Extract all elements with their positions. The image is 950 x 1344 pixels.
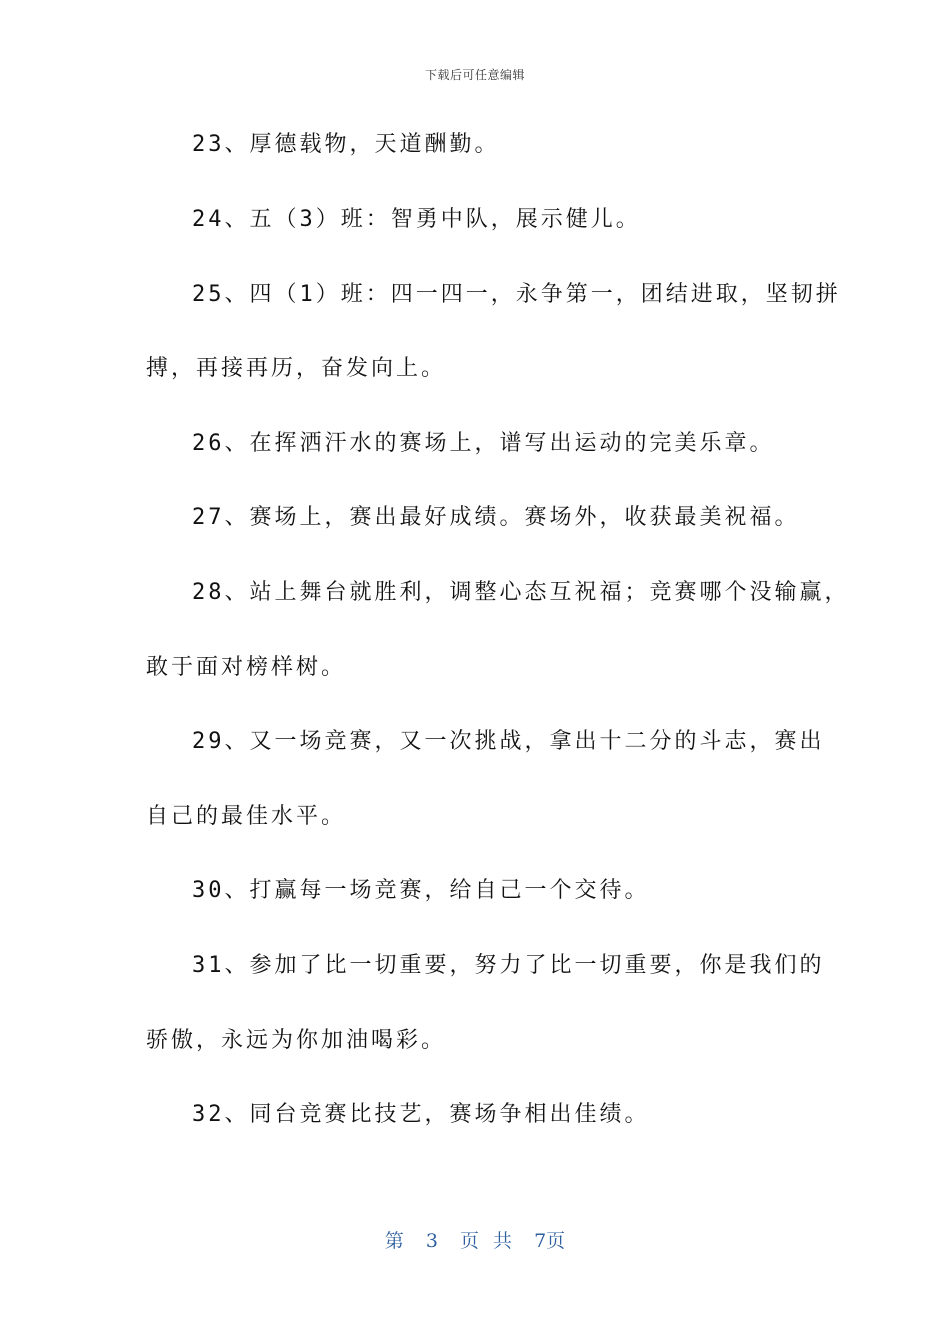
text-line: 28、站上舞台就胜利，调整心态互祝福；竞赛哪个没输赢， [192, 580, 850, 605]
text-line: 23、厚德载物，天道酬勤。 [192, 132, 500, 157]
text-line: 搏，再接再历，奋发向上。 [146, 356, 447, 381]
text-line: 31、参加了比一切重要，努力了比一切重要，你是我们的 [192, 953, 825, 978]
text-line: 32、同台竞赛比技艺，赛场争相出佳绩。 [192, 1102, 650, 1127]
page-number-total: 7页 [534, 1230, 566, 1252]
page-header-note: 下载后可任意编辑 [424, 68, 525, 82]
text-line: 30、打赢每一场竞赛，给自己一个交待。 [192, 878, 650, 903]
text-line: 29、又一场竞赛，又一次挑战，拿出十二分的斗志，赛出 [192, 729, 825, 754]
text-line: 27、赛场上，赛出最好成绩。赛场外，收获最美祝福。 [192, 505, 800, 530]
page-number-prefix: 第 [384, 1230, 404, 1252]
text-line: 骄傲，永远为你加油喝彩。 [146, 1028, 447, 1053]
text-line: 25、四（1）班：四一四一，永争第一，团结进取，坚韧拼 [192, 282, 841, 307]
page-number-middle: 页 共 [460, 1230, 513, 1252]
page-number-current: 3 [425, 1230, 438, 1252]
text-line: 26、在挥洒汗水的赛场上，谱写出运动的完美乐章。 [192, 431, 775, 456]
text-line: 敢于面对榜样树。 [146, 655, 347, 680]
text-line: 24、五（3）班：智勇中队，展示健儿。 [192, 207, 641, 232]
text-line: 自己的最佳水平。 [146, 804, 347, 829]
page-number [0, 1226, 950, 1253]
